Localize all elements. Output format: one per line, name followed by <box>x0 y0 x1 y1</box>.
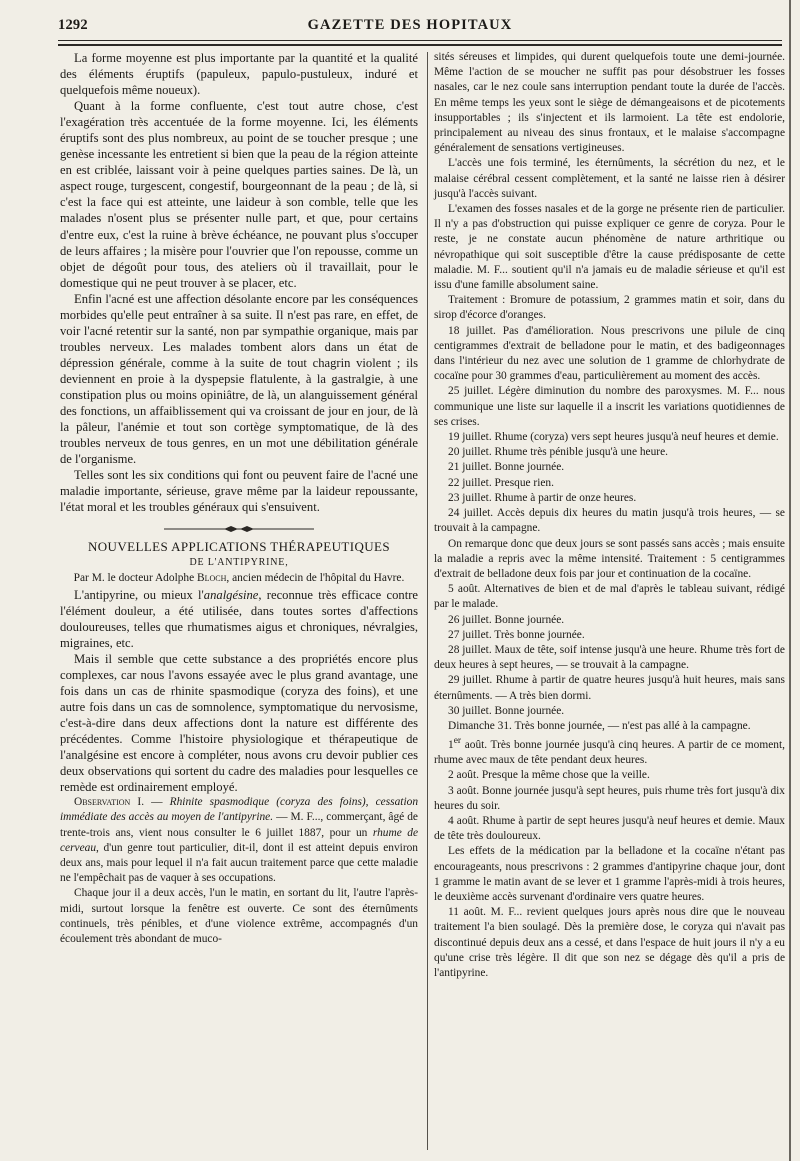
journal-entry: 28 juillet. Maux de tête, soif intense jusqu'à une heure. Rhume très fort de deux heures à sept heures, — se trouvait à la campagne. <box>434 643 785 672</box>
observation-title: Rhinite spasmodique (coryza des foins), cessation immédiate des accès au moyen de l'antipyrine. <box>60 796 419 824</box>
byline <box>60 571 418 586</box>
journal-entry: Dimanche 31. Très bonne journée, — n'est pas allé à la campagne. <box>448 719 751 732</box>
paragraph: 11 août. M. F... revient quelques jours après nous dire que le nouveau traitement l'a bien soulagé. Dès la première dose, le coryza qui n'avait pas discontinué depuis deux ans a cessé, et dans l'espace de huit jours il n'y a eu qu'une crise très légère. Il dit que son nez se dégage dès qu'il a pris de l'antipyrine. <box>434 906 785 979</box>
paragraph: La forme moyenne est plus importante par la quantité et la qualité des éléments éruptifs (papuleux, papulo-pustuleux, induré et quelquefois même noueux). <box>60 51 418 98</box>
paragraph: 5 août. Alternatives de bien et de mal d'après le tableau suivant, rédigé par le malade. <box>434 583 785 611</box>
journal-entry: 20 juillet. Rhume très pénible jusqu'à une heure. <box>448 446 669 459</box>
journal-entry: 23 juillet. Rhume à partir de onze heures. <box>448 491 637 504</box>
paragraph: L'examen des fosses nasales et de la gorge ne présente rien de particulier. Il n'y a pas d'obstruction qui puisse expliquer ce genre de coryza. Pour le reste, je ne constate aucun phénomène de nature arthritique ou névropathique qui soit susceptible d'être la cause prédisposante de cette maladie. M. F... soutient qu'il n'a jamais eu de maladie sérieuse et qu'il est issu d'une famille absolument saine. <box>434 203 785 292</box>
header-rule-thick <box>58 44 782 46</box>
journal-entry: 24 juillet. Accès depuis dix heures du matin jusqu'à trois heures, — se trouvait à la campagne. <box>434 507 785 535</box>
paragraph: sités séreuses et limpides, qui durent quelquefois toute une demi-journée. Même l'action de se moucher ne suffit pas pour désobstruer les fosses nasales, car le nez coule sans interruption pendant toute la durée de l'accès. En même temps les yeux sont le siège de démangeaisons et de picotements insupportables ; ils s'injectent et ils larmoient. La tête est endolorie, principalement au niveau des sinus frontaux, et le malaise s'accompagne généralement de sensations vertigineuses. <box>434 51 785 155</box>
paragraph: Chaque jour il a deux accès, l'un le matin, en sortant du lit, l'autre l'après-midi, surtout lorsque la fenêtre est ouverte. Ce sont des éternûments continuels, très pénibles, et d'une violence extrême, accompagnés d'un écoulement très abondant de muco- <box>60 887 418 946</box>
journal-entry: 26 juillet. Bonne journée. <box>448 613 565 626</box>
paragraph: Traitement : Bromure de potassium, 2 grammes matin et soir, dans du sirop d'écorce d'oranges. <box>434 294 785 322</box>
section-ornament-icon <box>164 525 314 533</box>
journal-entry: 3 août. Bonne journée jusqu'à sept heures, puis rhume très fort jusqu'à dix heures du soir. <box>434 784 785 812</box>
journal-entry: 19 juillet. Rhume (coryza) vers sept heures jusqu'à neuf heures et demie. <box>448 431 779 444</box>
byline-suffix: , ancien médecin de l'hôpital du Havre. <box>226 572 405 585</box>
paragraph: Mais il semble que cette substance a des propriétés encore plus complexes, car nous l'avons essayée avec le plus grand avantage, une fois dans un cas de rhinite spasmodique (coryza des foins), et une autre fois dans un cas de somnolence, symptomatique du nervosisme, c'est-à-dire dans deux affections dont la nature est différente des précédentes. Comme l'histoire physiologique et thérapeutique de l'analgésine est encore à compléter, nous avons cru devoir publier ces deux observations qui sortent du cadre des maladies pour lesquelles ce remède est ordinairement employé. <box>60 651 418 795</box>
paragraph: On remarque donc que deux jours se sont passés sans accès ; mais ensuite la maladie a repris avec la même intensité. Traitement : 5 centigrammes d'extrait de belladone deux fois par jour et continuation de la cocaïne. <box>434 537 785 580</box>
page-header <box>0 0 800 46</box>
journal-entry: 27 juillet. Très bonne journée. <box>448 628 585 641</box>
paragraph: 18 juillet. Pas d'amélioration. Nous prescrivons une pilule de cinq centigrammes d'extrait de belladone pour le matin, et des badigeonnages dans l'intérieur du nez avec une solution de 1 gramme de chlorhydrate de cocaïne pour 30 grammes d'eau, particulièrement au moment des accès. <box>434 324 785 383</box>
author-name: Bloch <box>197 572 227 585</box>
paragraph: L'accès une fois terminé, les éternûments, la sécrétion du nez, et le malaise cérébral cessent complètement, et la santé ne laisse rien à désirer jusqu'à l'accès suivant. <box>434 157 785 200</box>
journal-entry: 29 juillet. Rhume à partir de quatre heures jusqu'à huit heures, mais sans éternûments. — A très bien dormi. <box>434 674 785 702</box>
paragraph: Enfin l'acné est une affection désolante encore par les conséquences morbides qu'elle peut entraîner à sa suite. Il n'est pas rare, en effet, de voir l'acné retentir sur la santé, non par sympathie organique, mais par troubles nerveux. Les malades tombent alors dans un état de dépression générale, comme à la suite de tout chagrin violent ; ils deviennent en proie à la dyspepsie flatulente, à la gastralgie, à une constipation plus ou moins opiniâtre, de là, un alanguissement général des fonctions, un affaiblissement qui va croissant de jour en jour, de là la pâleur, l'anémie et tout son cortège symptomatique, de là des troubles nerveux de tous genres, en un mot une débilitation générale de l'organisme. <box>60 291 418 467</box>
header-rule-thin <box>58 40 782 41</box>
journal-entry <box>434 734 785 768</box>
page-edge-line <box>789 0 791 1161</box>
emphasis: rhume de cerveau <box>60 826 419 854</box>
journal-entry: 4 août. Rhume à partir de sept heures jusqu'à neuf heures et demie. Maux de tête très douloureux. <box>434 814 785 843</box>
column-divider <box>427 52 428 1150</box>
journal-entry: 22 juillet. Presque rien. <box>448 476 554 489</box>
text-run: , reconnue très efficace contre l'élément douleur, a été utilisée, dans toutes sortes d'affections douloureuses, telles que rhumatismes aigus et chroniques, névralgies, migraines, etc. <box>60 587 418 650</box>
text-run: 1 <box>448 738 454 751</box>
section-subtitle: DE L'ANTIPYRINE, <box>189 557 289 569</box>
running-title: GAZETTE DES HOPITAUX <box>307 17 513 33</box>
paragraph: Les effets de la médication par la belladone et la cocaïne n'étant pas encourageants, nous prescrivons : 2 grammes d'antipyrine chaque jour, dont 1 gramme le matin avant de se lever et 1 gramme l'après-midi à trois heures, le deuxième accès survenant d'ordinaire vers quatre heures. <box>434 845 785 903</box>
text-run: , d'un genre tout particulier, dit-il, dont il est atteint depuis environ deux ans, mais pour lequel il n'a fait aucun traitement parce que cette maladie ne l'empêchait pas de vaquer à ses occupations. <box>60 841 418 885</box>
text-run: — M. F..., commerçant, âgé de trente-trois ans, vient nous consulter le 6 juillet 1887, pour un <box>60 811 418 839</box>
section-title: NOUVELLES APPLICATIONS THÉRAPEUTIQUES <box>87 539 390 555</box>
left-column <box>60 50 418 947</box>
byline-prefix: Par M. le docteur Adolphe <box>73 572 198 585</box>
text-run: août. Très bonne journée jusqu'à cinq heures. A partir de ce moment, rhume avec maux de tête pendant deux heures. <box>434 738 785 767</box>
superscript: er <box>453 736 462 747</box>
journal-entry: 21 juillet. Bonne journée. <box>448 461 565 474</box>
observation-dash: — <box>144 796 170 809</box>
paragraph: Telles sont les six conditions qui font ou peuvent faire de l'acné une maladie importante, sérieuse, grave même par la laideur repoussante, l'état moral et les troubles généraux qui s'ensuivent. <box>60 468 418 515</box>
journal-entry: 30 juillet. Bonne journée. <box>448 704 565 717</box>
paragraph: Quant à la forme confluente, c'est tout autre chose, c'est l'exagération très accentuée de la forme moyenne. Ici, les éléments éruptifs sont des plus nombreux, au point de se toucher presque ; une genèse incessante les entretient si bien que la peau de la région atteinte en est criblée, laissant voir à peine quelques parties saines. De là, un aspect rouge, turgescent, congestif, bourgeonnant de la peau ; de là, si c'est la face qui est atteinte, une laideur à son comble, telle que les malades n'osent plus se présenter nulle part, et que, pour certains d'entre eux, c'est la ruine à brève échéance, ne pouvant plus s'occuper de leurs affaires ; la misère pour l'ouvrier que l'on repousse, comme un objet de dégoût pour tous, des ateliers où il travaillait, pour le domestique qui ne peut trouver à se placer, etc. <box>60 99 418 290</box>
page-number: 1292 <box>58 17 88 33</box>
paragraph <box>60 587 418 651</box>
paragraph: 25 juillet. Légère diminution du nombre des paroxysmes. M. F... nous communique une liste sur laquelle il a inscrit les variations quotidiennes de ses crises. <box>434 385 785 428</box>
emphasis: analgésine <box>203 587 259 602</box>
observation-label: Observation I. <box>74 796 145 809</box>
journal-entry: 2 août. Presque la même chose que la veille. <box>448 769 650 782</box>
right-column <box>434 50 785 981</box>
observation-paragraph <box>60 795 418 886</box>
text-run: L'antipyrine, ou mieux l' <box>74 587 204 602</box>
